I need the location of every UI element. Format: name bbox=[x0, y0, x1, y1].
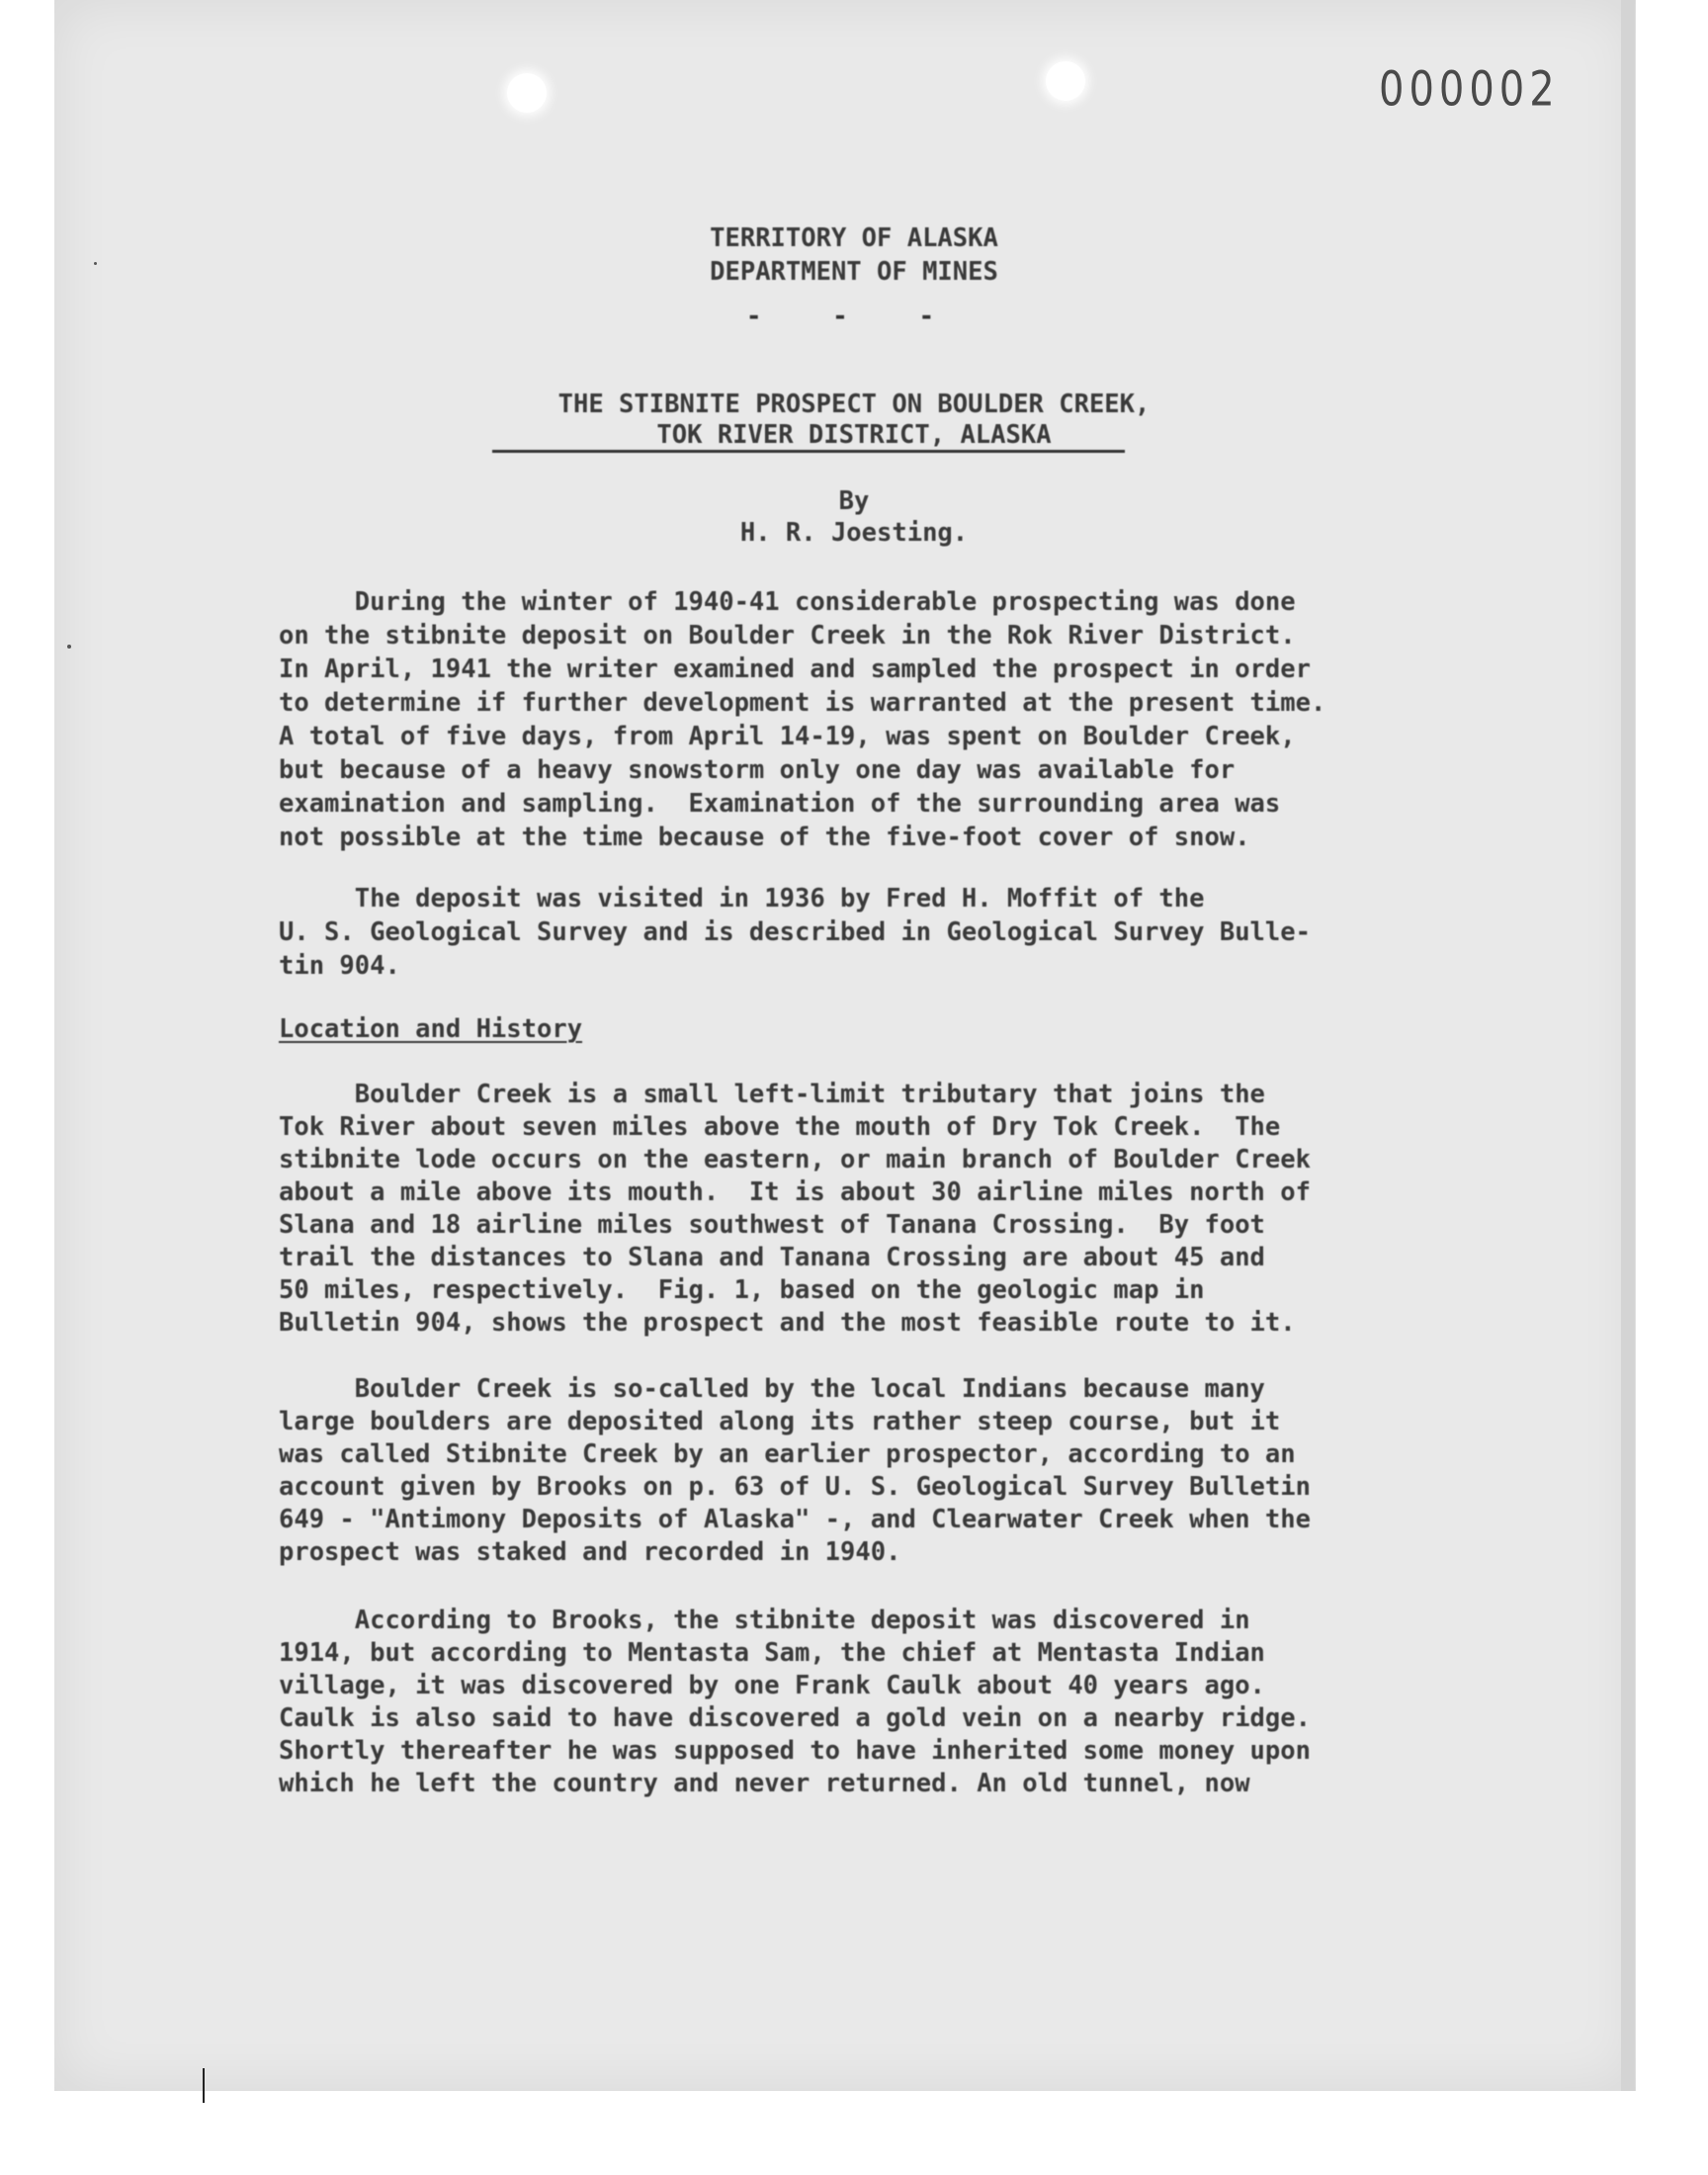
header-territory: TERRITORY OF ALASKA bbox=[710, 223, 998, 253]
paragraph-3-line: stibnite lode occurs on the eastern, or main branch of Boulder Creek bbox=[279, 1145, 1311, 1174]
paragraph-3-line: 50 miles, respectively. Fig. 1, based on the geologic map in bbox=[279, 1275, 1205, 1305]
punch-hole-left bbox=[507, 73, 547, 113]
paragraph-4-line: prospect was staked and recorded in 1940. bbox=[279, 1537, 901, 1567]
paragraph-5-line: Shortly thereafter he was supposed to have inherited some money upon bbox=[279, 1736, 1311, 1766]
paragraph-2-line: tin 904. bbox=[279, 951, 400, 981]
title-underline bbox=[492, 450, 1125, 453]
paragraph-1-line: to determine if further development is warranted at the present time. bbox=[279, 688, 1326, 718]
paragraph-1-line: A total of five days, from April 14-19, was spent on Boulder Creek, bbox=[279, 722, 1296, 751]
title-line-1: THE STIBNITE PROSPECT ON BOULDER CREEK, bbox=[557, 390, 1151, 419]
paragraph-2-line: U. S. Geological Survey and is described in Geological Survey Bulle- bbox=[279, 917, 1311, 947]
paragraph-3-line: trail the distances to Slana and Tanana Crossing are about 45 and bbox=[279, 1243, 1265, 1272]
paragraph-3-line: Tok River about seven miles above the mouth of Dry Tok Creek. The bbox=[279, 1112, 1281, 1142]
paragraph-1-line: During the winter of 1940-41 considerable prospecting was done bbox=[279, 587, 1296, 617]
paragraph-3-line: about a mile above its mouth. It is about 30 airline miles north of bbox=[279, 1177, 1311, 1207]
paragraph-1-line: examination and sampling. Examination of the surrounding area was bbox=[279, 789, 1281, 819]
punch-hole-right bbox=[1046, 61, 1085, 101]
paragraph-5-line: According to Brooks, the stibnite deposit was discovered in bbox=[279, 1606, 1250, 1635]
header-separator: - - - bbox=[745, 302, 963, 331]
paragraph-5-line: Caulk is also said to have discovered a gold vein on a nearby ridge. bbox=[279, 1703, 1311, 1733]
header-department: DEPARTMENT OF MINES bbox=[710, 257, 998, 287]
scan-mark bbox=[203, 2068, 205, 2103]
paragraph-5-line: village, it was discovered by one Frank Caulk about 40 years ago. bbox=[279, 1671, 1265, 1700]
paragraph-4-line: account given by Brooks on p. 63 of U. S. Geological Survey Bulletin bbox=[279, 1472, 1311, 1502]
byline-by: By bbox=[838, 486, 870, 516]
dust-speck bbox=[67, 645, 71, 649]
paragraph-1-line: but because of a heavy snowstorm only one day was available for bbox=[279, 755, 1236, 785]
paragraph-1-line: In April, 1941 the writer examined and sampled the prospect in order bbox=[279, 654, 1311, 684]
page-number-stamp: 000002 bbox=[1379, 62, 1560, 118]
paragraph-5-line: 1914, but according to Mentasta Sam, the chief at Mentasta Indian bbox=[279, 1638, 1265, 1668]
paragraph-5-line: which he left the country and never returned. An old tunnel, now bbox=[279, 1769, 1250, 1798]
paragraph-4-line: large boulders are deposited along its rather steep course, but it bbox=[279, 1407, 1281, 1436]
paragraph-3-line: Boulder Creek is a small left-limit tributary that joins the bbox=[279, 1080, 1265, 1109]
paragraph-4-line: Boulder Creek is so-called by the local Indians because many bbox=[279, 1374, 1265, 1404]
section-heading: Location and History bbox=[279, 1014, 583, 1044]
paragraph-1-line: on the stibnite deposit on Boulder Creek in the Rok River District. bbox=[279, 621, 1296, 651]
title-line-2: TOK RIVER DISTRICT, ALASKA bbox=[656, 420, 1052, 450]
paragraph-3-line: Bulletin 904, shows the prospect and the most feasible route to it. bbox=[279, 1308, 1296, 1338]
paragraph-1-line: not possible at the time because of the five-foot cover of snow. bbox=[279, 823, 1250, 852]
paragraph-3-line: Slana and 18 airline miles southwest of Tanana Crossing. By foot bbox=[279, 1210, 1265, 1240]
paragraph-4-line: was called Stibnite Creek by an earlier prospector, according to an bbox=[279, 1439, 1296, 1469]
paragraph-2-line: The deposit was visited in 1936 by Fred H. Moffit of the bbox=[279, 884, 1205, 914]
paragraph-4-line: 649 - "Antimony Deposits of Alaska" -, and Clearwater Creek when the bbox=[279, 1505, 1311, 1534]
byline-author: H. R. Joesting. bbox=[739, 518, 969, 548]
